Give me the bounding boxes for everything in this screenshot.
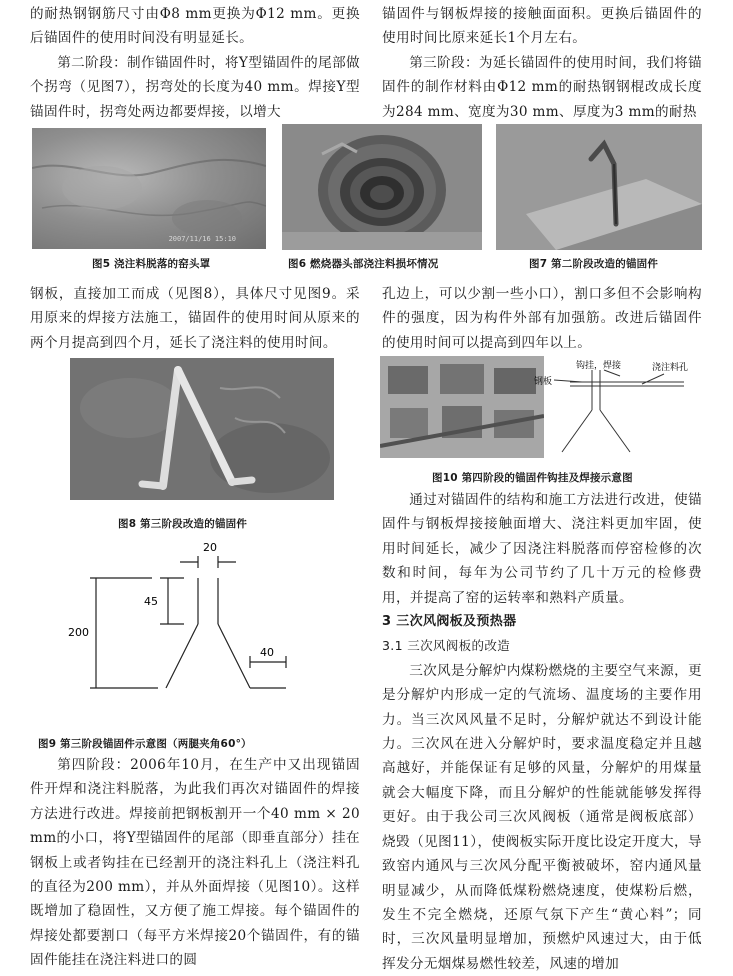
figure-8-photo [70, 358, 334, 500]
subsection-heading: 3.1 三次风阀板的改造 [382, 638, 511, 654]
photo-timestamp: 2007/11/16 15:10 [168, 235, 236, 243]
right-column-bottom [382, 488, 702, 976]
dim-20: 20 [203, 541, 217, 554]
figure-5-photo [32, 128, 266, 249]
section-heading: 3 三次风阀板及预热器 [382, 614, 517, 630]
figure-9-caption: 图9 第三阶段锚固件示意图（两腿夹角60°） [38, 738, 252, 750]
paragraph: 第二阶段：制作锚固件时，将Y型锚固件的尾部做个拐弯（见图7），拐弯处的长度为40 mm。焊接Y型锚固件时，拐弯处两边都要焊接，以增大 [30, 54, 360, 120]
paragraph: 孔边上，可以少割一些小口），割口多但不会影响构件的强度，因为构件外部有加强筋。改进后锚固件的使用时间可以提高到四年以上。 [382, 286, 702, 351]
paragraph: 的耐热钢钢筋尺寸由Φ8 mm更换为Φ12 mm。更换后锚固件的使用时间没有明显延长。 [30, 6, 360, 47]
paragraph: 钢板，直接加工而成（见图8），具体尺寸见图9。采用原来的焊接方法施工，锚固件的使用时间从原来的两个月提高到四个月，延长了浇注料的使用时间。 [30, 286, 360, 351]
figure-5-caption: 图5 浇注料脱落的窑头罩 [92, 258, 211, 270]
figure-10-diagram [534, 352, 704, 462]
left-column-bottom [30, 753, 360, 973]
figure-9-diagram [60, 538, 360, 738]
figure-7-caption: 图7 第二阶段改造的锚固件 [529, 258, 659, 270]
figure-7-photo [496, 124, 702, 250]
figure-10-caption: 图10 第四阶段的锚固件钩挂及焊接示意图 [432, 472, 633, 484]
left-column-top [30, 2, 360, 124]
figure-6-photo [282, 124, 482, 250]
figure-10-photo [380, 356, 544, 458]
right-column-mid [382, 282, 702, 355]
paragraph: 通过对锚固件的结构和施工方法进行改进，使锚固件与钢板焊接接触面增大、浇注料更加牢固，使用时间延长，减少了因浇注料脱落而停窑检修的次数和时间，每年为公司节约了几十万元的检修费用，并提高了窑的运转率和熟料产质量。 [382, 492, 703, 606]
dim-45: 45 [144, 595, 158, 608]
paragraph: 锚固件与钢板焊接的接触面面积。更换后锚固件的使用时间比原来延长1个月左右。 [382, 6, 702, 47]
paragraph: 第三阶段：为延长锚固件的使用时间，我们将锚固件的制作材料由Φ12 mm的耐热钢钢棍改成长度为284 mm、宽度为30 mm、厚度为3 mm的耐热 [382, 54, 703, 120]
figure-6-caption: 图6 燃烧器头部浇注料损坏情况 [288, 258, 439, 270]
label-hole: 浇注料孔 [652, 363, 689, 373]
paragraph: 第四阶段：2006年10月，在生产中又出现锚固件开焊和浇注料脱落，为此我们再次对锚固件的焊接方法进行改进。焊接前把钢板割开一个40 mm × 20 mm的小口，将Y型锚固件的尾部（即垂直部分）挂在钢板上或者钩挂在已经割开的浇注料孔上（浇注料孔的直径为200 mm），并从外面焊接（见图10）。这样既增加了稳固性，又方便了施工焊接。每个锚固件的焊接处都要割口（每平方米焊接20个锚固件，有的锚固件能挂在浇注料进口的圆 [30, 757, 360, 969]
figure-8-caption: 图8 第三阶段改造的锚固件 [118, 518, 248, 530]
label-weld: 钩挂，焊接 [576, 361, 622, 371]
dim-40: 40 [260, 646, 274, 659]
dim-200: 200 [68, 626, 89, 639]
right-column-top [382, 2, 702, 124]
left-column-mid [30, 282, 360, 355]
paragraph: 三次风是分解炉内煤粉燃烧的主要空气来源，更是分解炉内形成一定的气流场、温度场的主要作用力。当三次风风量不足时，分解炉就达不到设计能力。三次风在进入分解炉时，要求温度稳定并且越高越好，并能保证有足够的风量，分解炉的用煤量就会大幅度下降，而且分解炉的性能就能够发挥得更好。由于我公司三次风阀板（通常是阀板底部）烧毁（见图11），使阀板实际开度比设定开度大，导致窑内通风与三次风分配平衡被破坏，窑内通风量明显减少，从而降低煤粉燃烧速度，使煤粉后燃，发生不完全燃烧，还原气氛下产生“黄心料”；同时，三次风量明显增加，预燃炉风速过大，由于低挥发分无烟煤易燃性较差，风速的增加 [382, 662, 703, 972]
label-plate: 钢板 [534, 377, 553, 387]
